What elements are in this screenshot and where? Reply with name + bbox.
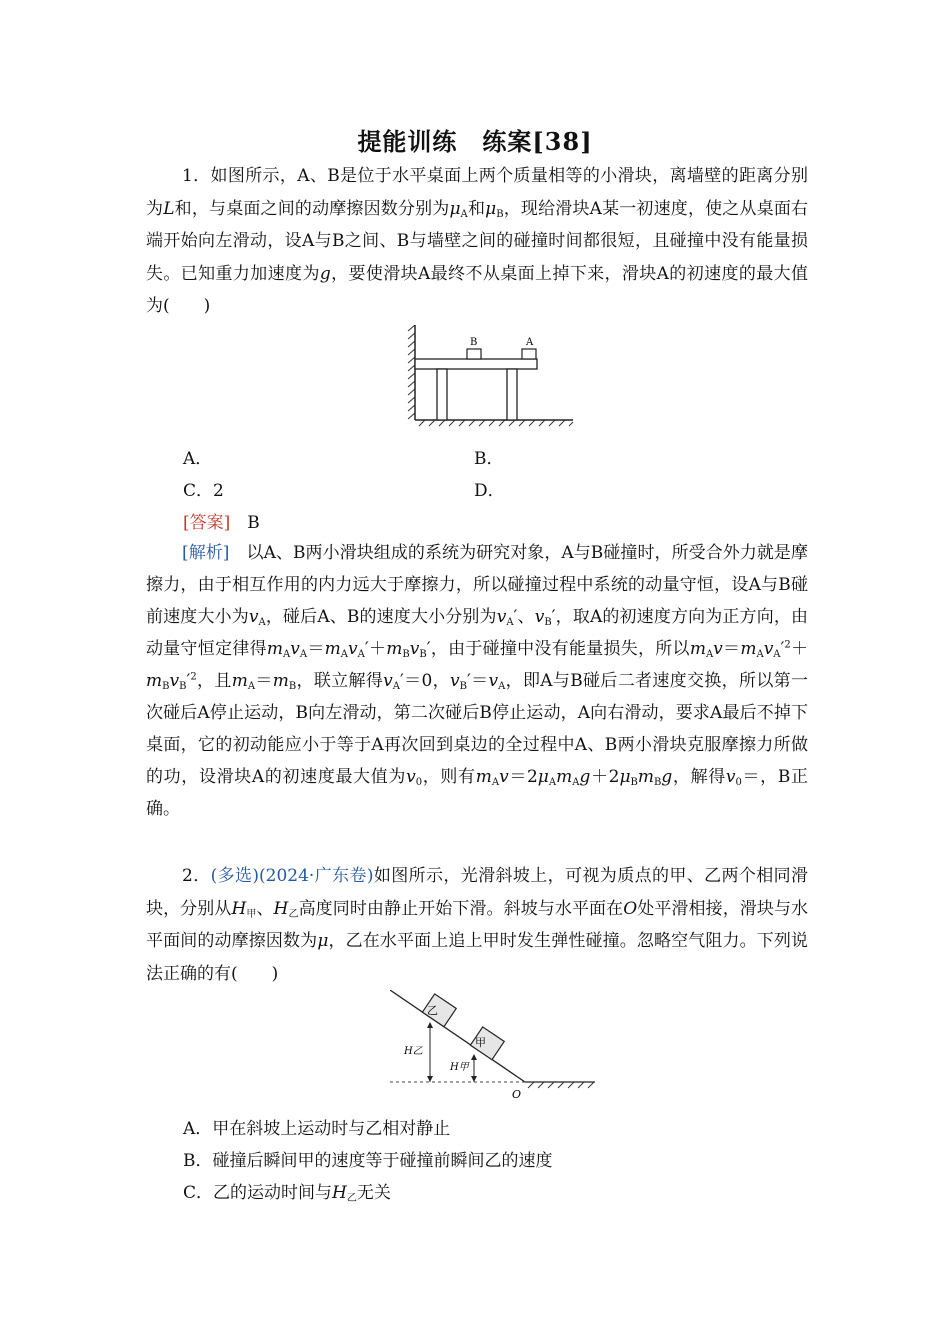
floor-hatching [419, 420, 573, 426]
label-jia: 甲 [475, 1036, 486, 1049]
label-o: O [512, 1088, 522, 1101]
page-title: 提能训练 练案[38] [357, 127, 593, 156]
q2-figure [390, 990, 600, 1102]
table-leg-right [507, 369, 517, 420]
label-h-jia: H甲 [450, 1062, 469, 1073]
q1-analysis: [解析] 以A、B两小滑块组成的系统为研究对象，A与B碰撞时，所受合外力就是摩擦力，由于相互作用的内力远大于摩擦力，所以碰撞过程中系统的动量守恒，设A与B碰前速度大小为$v_A$，碰后A、B的速度大小分别为$v_A'$、$v_B'$，取A的初速度方向为正方向，由动量守恒定律得$m_Av_A=m_Av_A'+m_Bv_B'$，由于碰撞中没有能量损失，所以$m_Av=m_Av_A'^2+m_Bv_B'^2$，且$m_A=m_B$，联立解得$v_A'=0$，$v_B'=v_A$，即A与B碰后二者速度交换，所以第一次碰后A停止运动，B向左滑动，第二次碰后B停止运动，A向右滑动，要求A最后不掉下桌面，它的初动能应小于等于A再次回到桌边的全过程中A、B两小滑块克服摩擦力所做的功，设滑块A的初速度最大值为$v_0$，则有$m_Av=2\mu_Am_Ag+2\mu_Bm_Bg$，解得$v_0=$，B正确。 [146, 543, 809, 819]
q1-option-d: D． [474, 481, 505, 501]
block-b [467, 349, 481, 359]
label-b: B [470, 337, 478, 348]
table-top [415, 359, 537, 369]
q1-stem: 1．如图所示，A、B是位于水平桌面上两个质量相等的小滑块，离墙壁的距离分别为L和，与桌面之间的动摩擦因数分别为$\mu_A$和$\mu_B$，现给滑块A某一初速度，使之从桌面右端开始向左滑动，设A与B之间、B与墙壁之间的碰撞时间都很短，且碰撞中没有能量损失。已知重力加速度为g，要使滑块A最终不从桌面上掉下来，滑块A的初速度的最大值为( ) [146, 166, 809, 316]
label-a: A [526, 337, 534, 348]
q1-option-c: C．2 [183, 481, 224, 501]
q2-option-a: A．甲在斜坡上运动时与乙相对静止 [183, 1119, 451, 1139]
q2-option-c: C．乙的运动时间与$H_乙$无关 [183, 1183, 391, 1204]
label-yi: 乙 [427, 1004, 438, 1017]
analysis-label: [解析] [182, 543, 230, 563]
q2-stem: 2．(多选)(2024·广东卷)如图所示，光滑斜坡上，可视为质点的甲、乙两个相同滑块，分别从$H_甲$、$H_乙$高度同时由静止开始下滑。斜坡与水平面在O处平滑相接，滑块与水平面间的动摩擦因数为μ，乙在水平面上追上甲时发生弹性碰撞。忽略空气阻力。下列说法正确的有( ) [146, 866, 809, 984]
wall-hatching [408, 325, 415, 419]
label-h-yi: H乙 [404, 1046, 423, 1057]
ground-hatching [528, 1082, 594, 1088]
block-a [522, 349, 536, 359]
q1-figure [405, 325, 580, 427]
table-leg-left [437, 369, 447, 420]
q1-answer: [答案] B [183, 513, 260, 533]
q1-option-a: A． [183, 449, 213, 469]
q1-option-b: B． [474, 449, 504, 469]
q2-option-b: B．碰撞后瞬间甲的速度等于碰撞前瞬间乙的速度 [183, 1151, 553, 1171]
